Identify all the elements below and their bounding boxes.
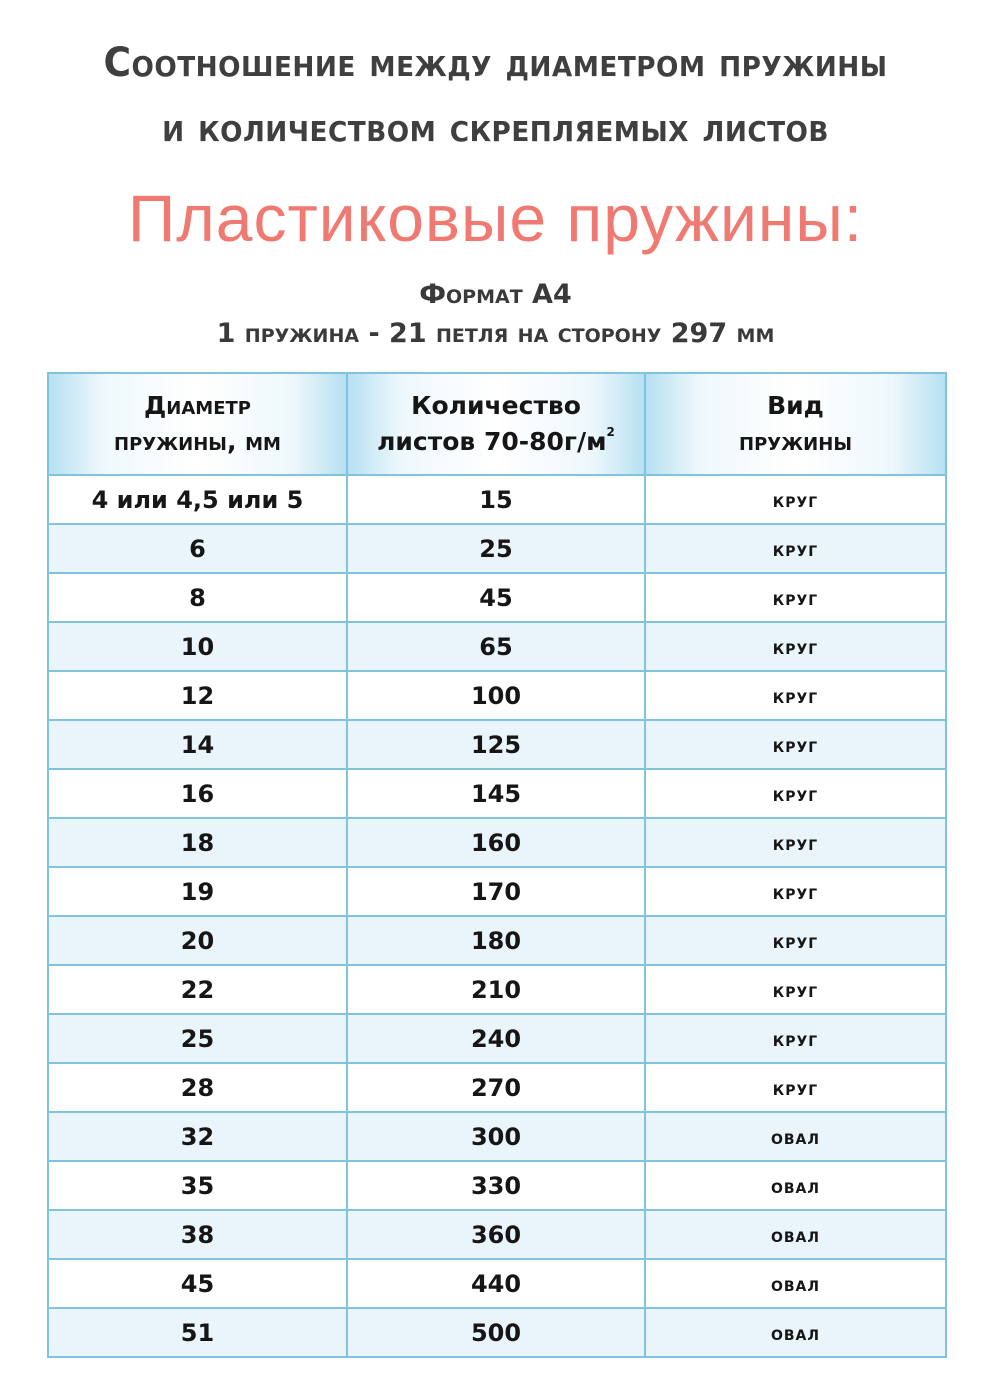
header-spring-kind: [645, 373, 946, 475]
cell-spring-kind: круг: [645, 1014, 946, 1063]
cell-sheet-count: 160: [347, 818, 645, 867]
cell-spring-kind: круг: [645, 965, 946, 1014]
cell-sheet-count: 240: [347, 1014, 645, 1063]
cell-sheet-count: 125: [347, 720, 645, 769]
cell-sheet-count: 440: [347, 1259, 645, 1308]
table-row: [48, 573, 946, 622]
cell-spring-kind: круг: [645, 573, 946, 622]
loop-spec-label: 1 пружина - 21 петля на сторону 297 мм: [216, 318, 775, 349]
header-kind-line1: Вид: [767, 391, 824, 420]
table-row: [48, 720, 946, 769]
cell-diameter: 8: [48, 573, 347, 622]
cell-diameter: 12: [48, 671, 347, 720]
cell-diameter: 22: [48, 965, 347, 1014]
cell-spring-kind: круг: [645, 720, 946, 769]
cell-diameter: 38: [48, 1210, 347, 1259]
cell-diameter: 20: [48, 916, 347, 965]
table-row: [48, 818, 946, 867]
cell-spring-kind: овал: [645, 1112, 946, 1161]
table-header-row: [48, 373, 946, 475]
table-body: [48, 475, 946, 1357]
cell-sheet-count: 65: [347, 622, 645, 671]
cell-sheet-count: 360: [347, 1210, 645, 1259]
table-row: [48, 1210, 946, 1259]
cell-sheet-count: 210: [347, 965, 645, 1014]
cell-spring-kind: круг: [645, 867, 946, 916]
header-diameter-line2: пружины, мм: [114, 427, 281, 456]
header-count-superscript: 2: [606, 425, 615, 439]
table-row: [48, 671, 946, 720]
header-count-line2: листов 70-80г/м: [377, 427, 607, 456]
header-count-line1: Количество: [411, 391, 581, 420]
cell-diameter: 18: [48, 818, 347, 867]
cell-diameter: 51: [48, 1308, 347, 1357]
cell-sheet-count: 170: [347, 867, 645, 916]
table-row: [48, 475, 946, 524]
cell-sheet-count: 500: [347, 1308, 645, 1357]
section-heading: Пластиковые пружины:: [127, 181, 864, 255]
table-row: [48, 965, 946, 1014]
cell-diameter: 32: [48, 1112, 347, 1161]
table-row: [48, 622, 946, 671]
cell-sheet-count: 270: [347, 1063, 645, 1112]
format-label: Формат А4: [419, 279, 572, 310]
table-row: [48, 1063, 946, 1112]
cell-spring-kind: овал: [645, 1161, 946, 1210]
table-row: [48, 1308, 946, 1357]
header-sheet-count: [347, 373, 645, 475]
spring-size-table: [47, 372, 947, 1358]
cell-diameter: 25: [48, 1014, 347, 1063]
cell-sheet-count: 300: [347, 1112, 645, 1161]
cell-spring-kind: круг: [645, 769, 946, 818]
table-row: [48, 1161, 946, 1210]
cell-spring-kind: круг: [645, 622, 946, 671]
cell-diameter: 35: [48, 1161, 347, 1210]
table-row: [48, 1112, 946, 1161]
cell-spring-kind: круг: [645, 1063, 946, 1112]
cell-diameter: 16: [48, 769, 347, 818]
header-kind-line2: пружины: [739, 427, 852, 456]
table-row: [48, 1014, 946, 1063]
header-diameter-line1: Диаметр: [144, 391, 251, 420]
cell-diameter: 6: [48, 524, 347, 573]
cell-sheet-count: 25: [347, 524, 645, 573]
table-row: [48, 1259, 946, 1308]
header-diameter: [48, 373, 347, 475]
cell-diameter: 19: [48, 867, 347, 916]
table-row: [48, 524, 946, 573]
table-row: [48, 867, 946, 916]
page-title-line2: и количеством скрепляемых листов: [162, 105, 829, 151]
cell-spring-kind: круг: [645, 524, 946, 573]
cell-diameter: 28: [48, 1063, 347, 1112]
cell-spring-kind: круг: [645, 916, 946, 965]
cell-sheet-count: 45: [347, 573, 645, 622]
cell-spring-kind: круг: [645, 475, 946, 524]
cell-spring-kind: круг: [645, 818, 946, 867]
cell-diameter: 45: [48, 1259, 347, 1308]
cell-spring-kind: овал: [645, 1210, 946, 1259]
cell-spring-kind: круг: [645, 671, 946, 720]
cell-diameter: 4 или 4,5 или 5: [48, 475, 347, 524]
page-title-line1: Соотношение между диаметром пружины: [103, 40, 888, 86]
cell-diameter: 14: [48, 720, 347, 769]
cell-sheet-count: 180: [347, 916, 645, 965]
cell-sheet-count: 145: [347, 769, 645, 818]
cell-diameter: 10: [48, 622, 347, 671]
cell-sheet-count: 15: [347, 475, 645, 524]
table-row: [48, 916, 946, 965]
cell-sheet-count: 330: [347, 1161, 645, 1210]
table-row: [48, 769, 946, 818]
cell-spring-kind: овал: [645, 1259, 946, 1308]
cell-sheet-count: 100: [347, 671, 645, 720]
cell-spring-kind: овал: [645, 1308, 946, 1357]
